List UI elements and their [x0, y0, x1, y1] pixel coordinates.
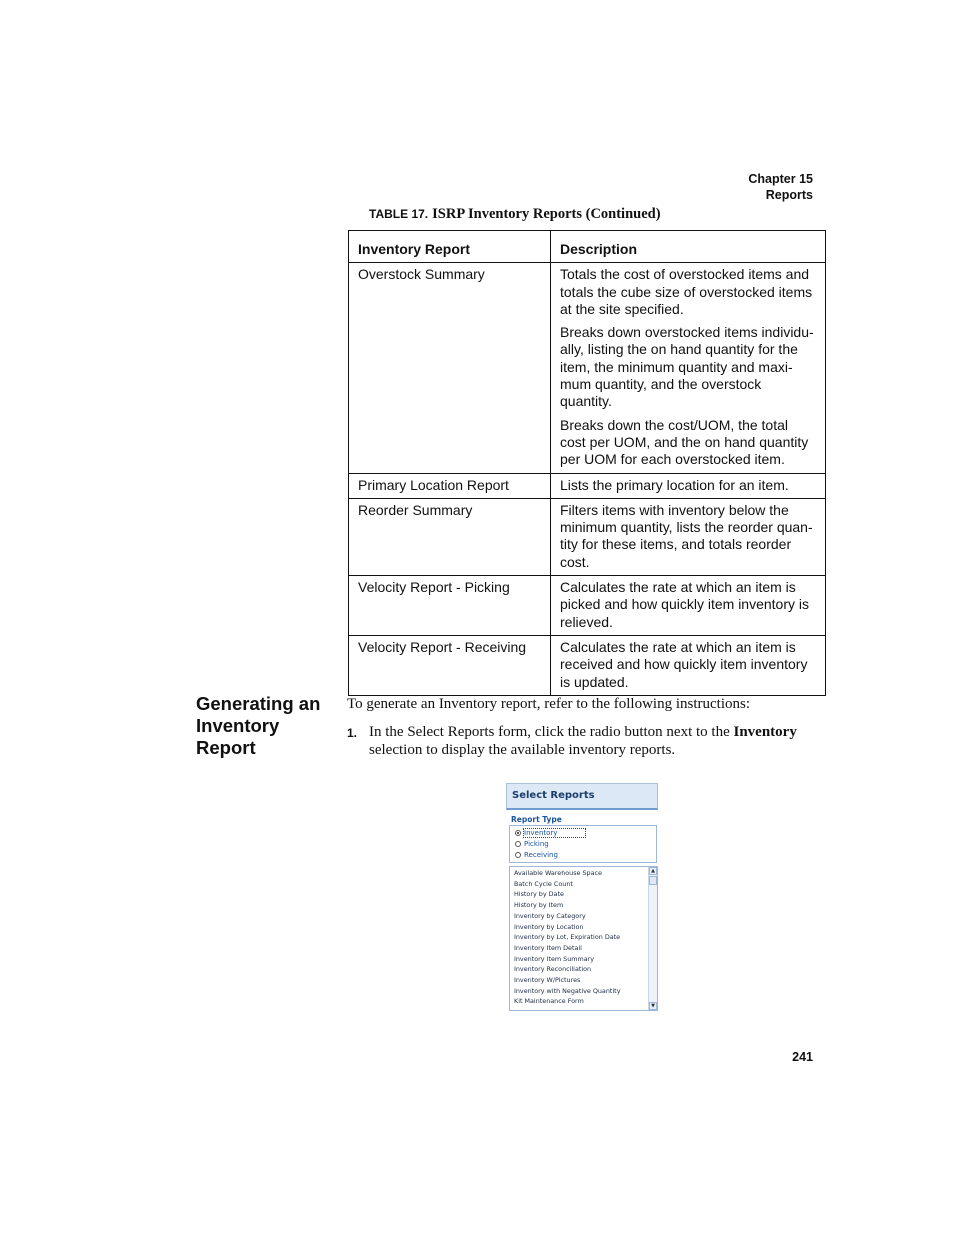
report-description [551, 635, 826, 695]
table-caption-label: TABLE 17. [369, 207, 429, 221]
report-name: Primary Location Report [349, 473, 551, 498]
description-paragraph: Breaks down the cost/UOM, the total cost per UOM, and the on hand quantity per UOM for each overstocked item. [560, 416, 809, 468]
select-reports-title: Select Reports [506, 783, 658, 810]
table-row [349, 263, 826, 473]
report-name: Overstock Summary [349, 263, 551, 473]
radio-unselected-icon[interactable] [515, 852, 521, 858]
list-item[interactable]: Inventory by Category [514, 911, 586, 920]
table-header-row [349, 231, 826, 263]
list-item[interactable]: History by Date [514, 890, 564, 899]
list-item[interactable]: Inventory Item Summary [514, 954, 595, 963]
description-paragraph: Totals the cost of overstocked items and totals the cube size of overstocked items at the site specified. [560, 266, 813, 317]
report-listbox[interactable] [509, 866, 658, 1011]
section-label: Reports [765, 188, 813, 202]
scroll-down-icon[interactable]: ▼ [649, 1002, 657, 1010]
step-text-after: selection to display the available inventory reports. [369, 742, 676, 758]
report-description [551, 473, 826, 498]
table-row [349, 498, 826, 575]
step-text [369, 723, 817, 759]
scroll-up-icon[interactable]: ▲ [649, 867, 657, 875]
table-row [349, 473, 826, 498]
column-header-description: Description [551, 231, 826, 263]
report-description [551, 576, 826, 636]
table-row [349, 635, 826, 695]
table-caption [369, 206, 661, 223]
running-header [748, 171, 813, 203]
step-text-before: In the Select Reports form, click the radio button next to the [369, 724, 734, 740]
table-row [349, 576, 826, 636]
radio-unselected-icon[interactable] [515, 841, 521, 847]
section-heading: Generating an Inventory Report [196, 693, 321, 758]
step-item [347, 723, 817, 759]
radio-receiving[interactable] [515, 850, 656, 861]
page-number: 241 [792, 1050, 813, 1064]
description-paragraph: Breaks down overstocked items individu-ally, listing the on hand quantity for the item, the minimum quantity and maxi-mum quantity, and the overstock quantity. [560, 324, 814, 410]
description-paragraph: Calculates the rate at which an item is received and how quickly item inventory is updated. [560, 638, 808, 690]
radio-label: Picking [524, 839, 549, 848]
report-description [551, 263, 826, 473]
chapter-label: Chapter 15 [748, 172, 813, 186]
list-item[interactable]: Inventory Item Detail [514, 943, 582, 952]
list-item[interactable]: Batch Cycle Count [514, 879, 573, 888]
report-name: Velocity Report - Receiving [349, 635, 551, 695]
list-item[interactable]: Available Warehouse Space [514, 869, 602, 877]
list-item[interactable]: Inventory W/Pictures [514, 976, 581, 985]
report-name: Velocity Report - Picking [349, 576, 551, 636]
report-list [510, 867, 657, 1007]
list-item[interactable]: History by Item [514, 901, 564, 910]
radio-label: Inventory [524, 829, 585, 837]
report-type-group [509, 825, 657, 863]
scrollbar-thumb[interactable] [649, 876, 657, 885]
report-name: Reorder Summary [349, 498, 551, 575]
report-type-label: Report Type [511, 815, 562, 824]
table-caption-title: ISRP Inventory Reports (Continued) [432, 206, 661, 222]
description-paragraph: Calculates the rate at which an item is picked and how quickly item inventory is relieved. [560, 579, 810, 630]
list-item[interactable]: Inventory with Negative Quantity [514, 986, 621, 995]
description-paragraph: Lists the primary location for an item. [560, 476, 789, 493]
step-text-bold: Inventory [733, 724, 797, 740]
intro-paragraph: To generate an Inventory report, refer to the following instructions: [347, 696, 750, 712]
column-header-report: Inventory Report [349, 231, 551, 263]
list-item[interactable]: Inventory Reconciliation [514, 965, 592, 974]
inventory-reports-table [348, 230, 826, 696]
report-description [551, 498, 826, 575]
list-item[interactable]: Kit Maintenance Form [514, 997, 584, 1006]
select-reports-screenshot [506, 783, 658, 1014]
radio-label: Receiving [524, 851, 558, 860]
radio-picking[interactable] [515, 838, 656, 849]
radio-inventory[interactable] [515, 827, 656, 838]
description-paragraph: Filters items with inventory below the minimum quantity, lists the reorder quan-tity for these items, and totals reorder cost. [560, 501, 813, 570]
step-number: 1. [347, 726, 358, 740]
list-item[interactable]: Inventory by Lot, Expiration Date [514, 933, 621, 942]
list-item[interactable]: Inventory by Location [514, 922, 584, 931]
scrollbar[interactable] [648, 867, 657, 1010]
radio-selected-icon[interactable] [515, 830, 521, 836]
